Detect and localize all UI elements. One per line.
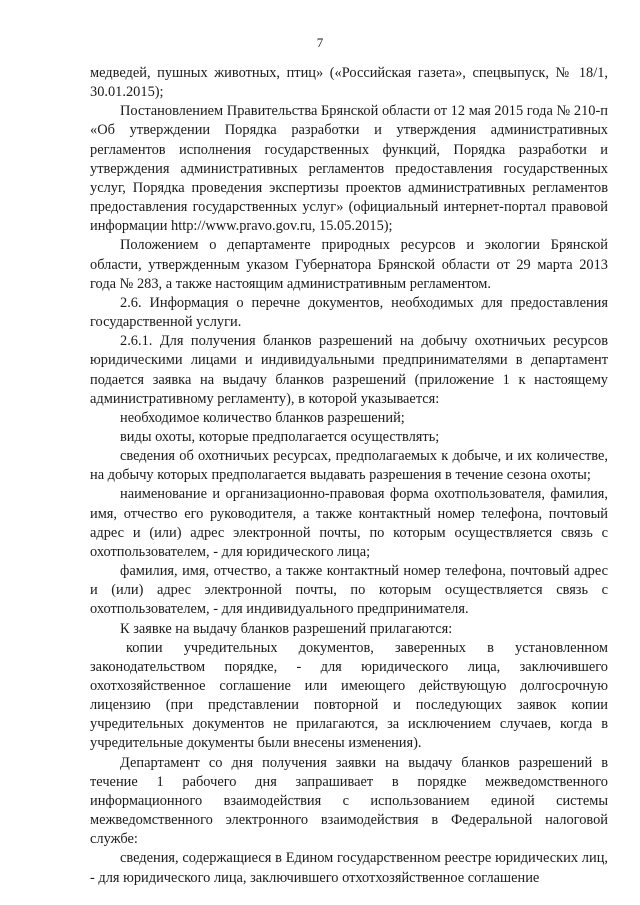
paragraph-section-2-6-1: 2.6.1. Для получения бланков разрешений на добычу охотничьих ресурсов юридическими лицами и индивидуальными предпринимателями в департамент подается заявка на выдачу бланков разрешений (приложение 1 к настоящему административному регламенту), в которой указывается: [90, 333, 608, 407]
list-item-entrepreneur-info: фамилия, имя, отчество, а также контактный номер телефона, почтовый адрес и (или) адрес электронной почты, по которым осуществляется связь с охотпользователем, - для индивидуального предпринимателя. [90, 563, 608, 618]
page-number: 7 [316, 35, 324, 50]
paragraph-section-2-6: 2.6. Информация о перечне документов, необходимых для предоставления государственной услуги. [90, 294, 608, 331]
list-item-register-data: сведения, содержащиеся в Едином государственном реестре юридических лиц, - для юридического лица, заключившего отхотхозяйственное соглашение [90, 850, 608, 886]
paragraph-interagency-request: Департамент со дня получения заявки на выдачу бланков разрешений в течение 1 рабочего дня запрашивает в порядке межведомственного информационного взаимодействия с использованием единой системы межведомственного электронного взаимодействия в Федеральной налоговой службе: [90, 754, 608, 848]
list-item-founding-documents: копии учредительных документов, заверенных в установленном законодательством порядке, - для юридического лица, заключившего охотхозяйственное соглашение или имеющего действующую долгосрочную лицензию (при представлении повторной и последующих заявок копии учредительных документов не прилагаются, за исключением случаев, когда в учредительные документы были внесены изменения). [90, 639, 608, 752]
document-body [90, 64, 608, 888]
paragraph-attachments-intro: К заявке на выдачу бланков разрешений прилагаются: [120, 620, 453, 637]
list-item-hunting-types: виды охоты, которые предполагается осуществлять; [120, 428, 440, 445]
list-item-blank-count: необходимое количество бланков разрешений; [120, 409, 405, 426]
paragraph-government-resolution: Постановлением Правительства Брянской области от 12 мая 2015 года № 210-п «Об утверждении Порядка разработки и утверждения административных регламентов исполнения государственных функций, Порядка разработки и утверждения административных регламентов предоставления государственных услуг, Порядка проведения экспертизы проектов административных регламентов предоставления государственных услуг» (официальный интернет-портал правовой информации http://www.pravo.gov.ru, 15.05.2015); [90, 103, 608, 235]
list-item-hunting-resources: сведения об охотничьих ресурсах, предполагаемых к добыче, и их количестве, на добычу которых предполагается выдавать разрешения в течение сезона охоты; [90, 448, 608, 484]
paragraph-department-regulation: Положением о департаменте природных ресурсов и экологии Брянской области, утвержденным указом Губернатора Брянской области от 29 марта 2013 года № 283, а также настоящим административным регламентом. [90, 237, 608, 292]
list-item-legal-entity-info: наименование и организационно-правовая форма охотпользователя, фамилия, имя, отчество его руководителя, а также контактный номер телефона, почтовый адрес и (или) адрес электронной почты, по которым осуществляется связь с охотпользователем, - для юридического лица; [90, 486, 608, 560]
paragraph-law-reference: медведей, пушных животных, птиц» («Российская газета», спецвыпуск, № 18/1, 30.01.2015); [90, 65, 608, 101]
